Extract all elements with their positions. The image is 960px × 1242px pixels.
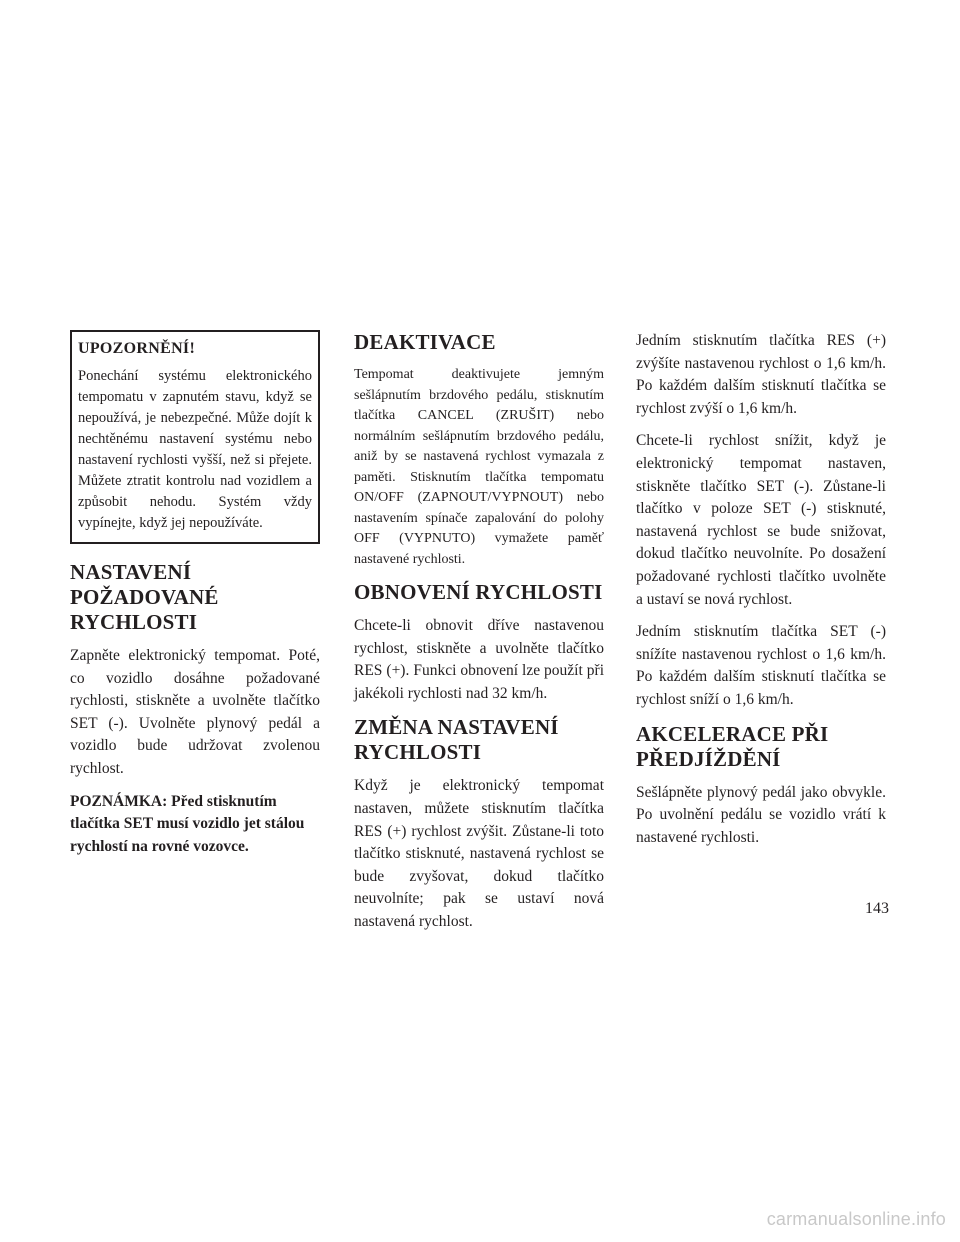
watermark-text: carmanualsonline.info xyxy=(766,1209,946,1229)
warning-text: Ponechání systému elektronického tempomatu v zapnutém stavu, když se nepoužívá, je nebezpečné. Může dojít k nechtěnému nastavení systému nebo nastavení rychlosti vyšší, než si přejete. Můžete ztratit kontrolu nad vozidlem a způsobit nehodu. Systém vždy vypínejte, když jej nepoužíváte. xyxy=(78,368,312,531)
paragraph-decrease-speed: Chcete-li rychlost snížit, když je elektronický tempomat nastaven, stiskněte tlačítko SET (-). Zůstane-li tlačítko v poloze SET (-) stisknuté, nastavená rychlost se bude snižovat, dokud tlačítko neuvolníte. Po dosažení požadované rychlosti tlačítko uvolněte a ustaví se nová rychlost. xyxy=(636,432,886,608)
paragraph-set-speed: Zapněte elektronický tempomat. Poté, co vozidlo dosáhne požadované rychlosti, stiskněte a uvolněte tlačítko SET (-). Uvolněte plynový pedál a vozidlo bude udržovat zvolenou rychlost. xyxy=(70,647,320,777)
column-right xyxy=(636,330,886,859)
heading-change-speed: ZMĚNA NASTAVENÍ RYCHLOSTI xyxy=(354,715,559,765)
warning-box xyxy=(70,330,320,544)
heading-acceleration: AKCELERACE PŘI PŘEDJÍŽDĚNÍ xyxy=(636,721,829,771)
paragraph-acceleration: Sešlápněte plynový pedál jako obvykle. Po uvolnění pedálu se vozidlo vrátí k nastavené rychlosti. xyxy=(636,783,886,846)
paragraph-change-speed: Když je elektronický tempomat nastaven, můžete stisknutím tlačítka RES (+) rychlost zvýšit. Zůstane-li toto tlačítko stisknuté, nastavená rychlost se bude zvyšovat, dokud tlačítko neuvolníte; pak se ustaví nová nastavená rychlost. xyxy=(354,777,604,930)
warning-title: UPOZORNĚNÍ! xyxy=(78,340,196,357)
page-number: 143 xyxy=(865,900,889,917)
column-middle xyxy=(354,330,604,944)
note-set-button: POZNÁMKA: Před stisknutím tlačítka SET musí vozidlo jet stálou rychlostí na rovné vozovce. xyxy=(70,792,305,855)
paragraph-deactivation: Tempomat deaktivujete jemným sešlápnutím brzdového pedálu, stisknutím tlačítka CANCEL (ZRUŠIT) nebo normálním sešlápnutím brzdového pedálu, aniž by se nastavená rychlost vymazala z paměti. Stisknutím tlačítka tempomatu ON/OFF (ZAPNOUT/VYPNOUT) nebo nastavením spínače zapalování do polohy OFF (VYPNUTO) vymažete paměť nastavené rychlosti. xyxy=(354,367,604,567)
paragraph-set-decrease: Jedním stisknutím tlačítka SET (-) snížíte nastavenou rychlost o 1,6 km/h. Po každém dalším stisknutí tlačítka se rychlost sníží o 1,6 km/h. xyxy=(636,623,886,708)
paragraph-resume-speed: Chcete-li obnovit dříve nastavenou rychlost, stiskněte a uvolněte tlačítko RES (+). Funkci obnovení lze použít při jakékoli rychlosti nad 32 km/h. xyxy=(354,617,604,702)
heading-resume-speed: OBNOVENÍ RYCHLOSTI xyxy=(354,580,603,604)
paragraph-res-increase: Jedním stisknutím tlačítka RES (+) zvýšíte nastavenou rychlost o 1,6 km/h. Po každém dalším stisknutí tlačítka se rychlost zvýší o 1,6 km/h. xyxy=(636,332,886,417)
heading-deactivation: DEAKTIVACE xyxy=(354,330,496,354)
heading-set-speed: NASTAVENÍ POŽADOVANÉ RYCHLOSTI xyxy=(70,560,219,634)
column-left xyxy=(70,330,320,868)
